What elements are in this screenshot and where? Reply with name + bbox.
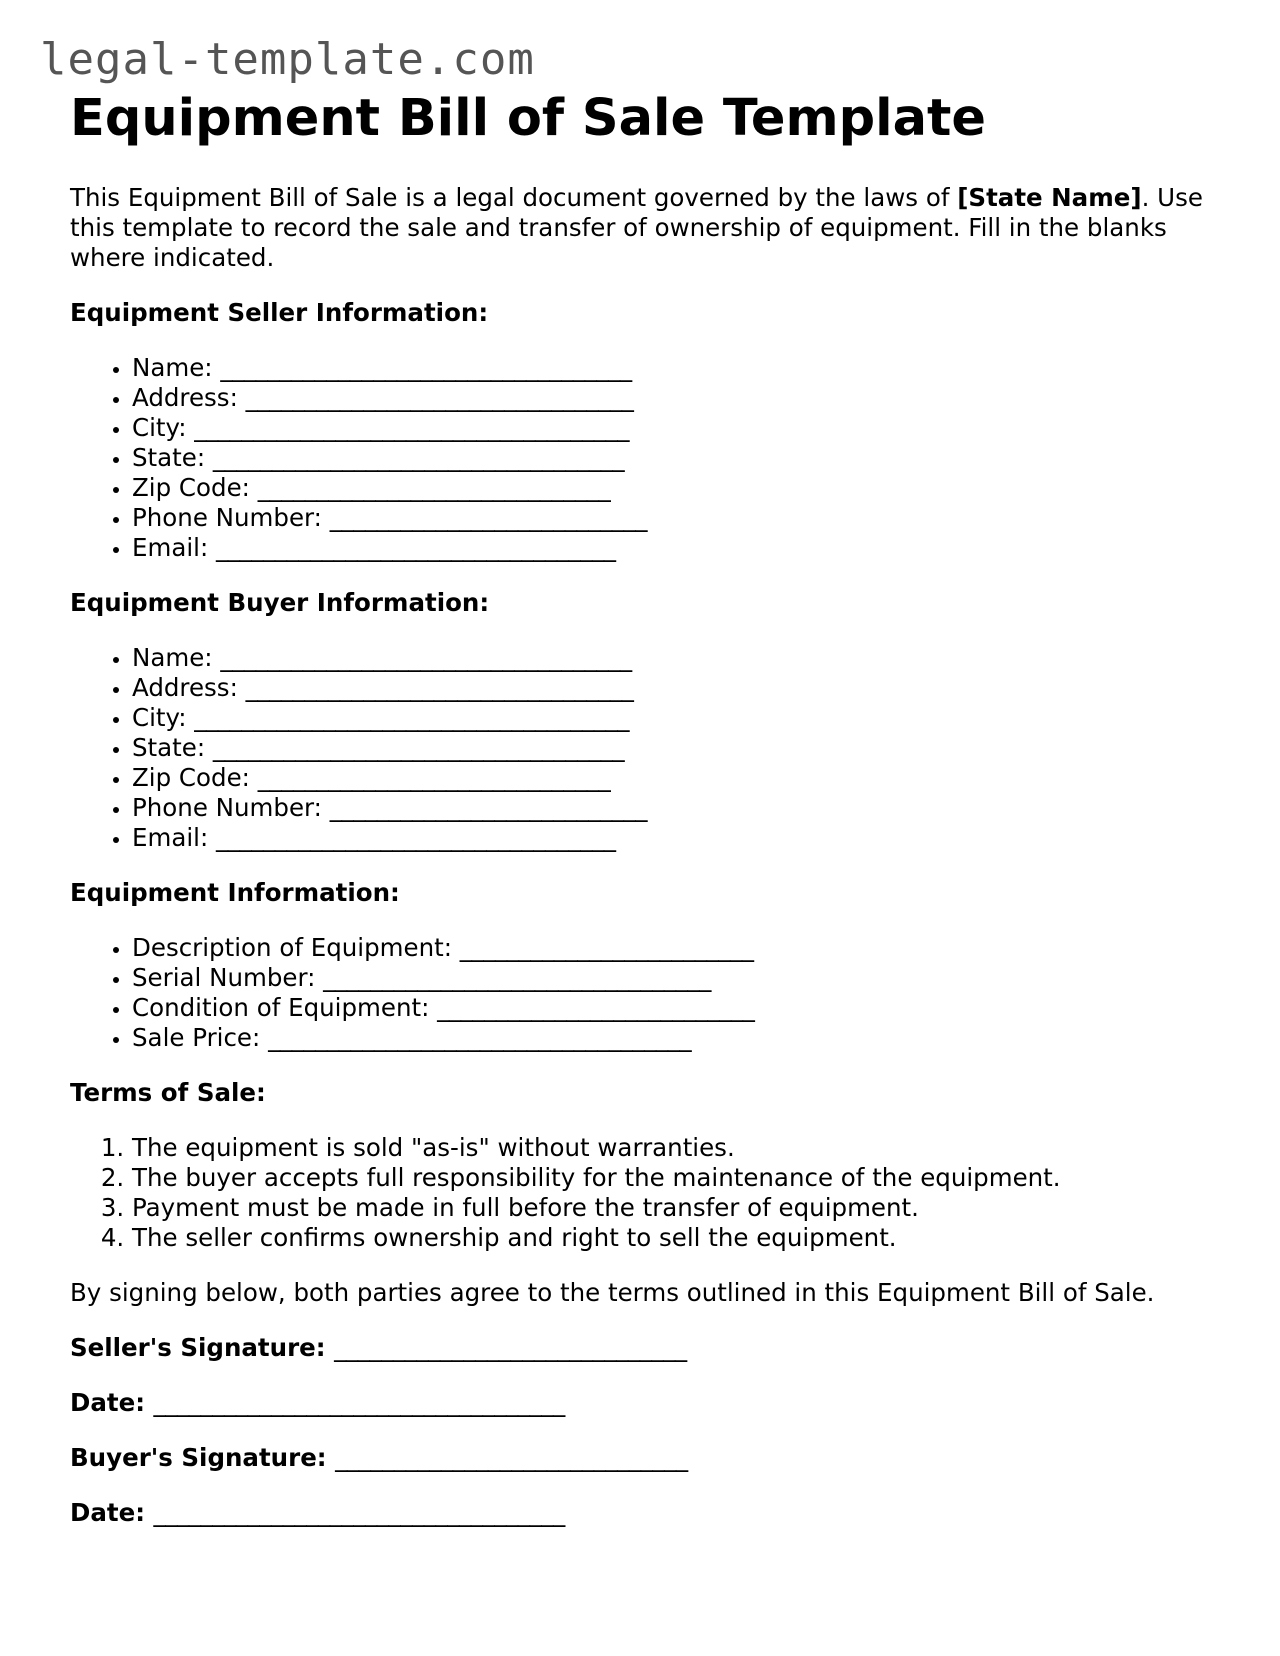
- intro-text-before: This Equipment Bill of Sale is a legal document governed by the laws of: [70, 183, 958, 212]
- date-blank[interactable]: ___________________________________: [153, 1388, 565, 1417]
- document-body: [70, 183, 1220, 1553]
- watermark-logo: legal-template.com: [40, 34, 535, 85]
- field-label: Sale Price:: [132, 1023, 261, 1052]
- fill-blank[interactable]: ___________________________________: [220, 643, 632, 672]
- date-label: Date:: [70, 1498, 145, 1527]
- buyer-name-field: [132, 643, 1220, 673]
- signature-label: Seller's Signature:: [70, 1333, 326, 1362]
- field-label: Description of Equipment:: [132, 933, 452, 962]
- buyer-city-field: [132, 703, 1220, 733]
- buyer-zip-field: [132, 763, 1220, 793]
- fill-blank[interactable]: _________________________________: [245, 673, 634, 702]
- equipment-condition-field: [132, 993, 1220, 1023]
- field-label: Email:: [132, 533, 209, 562]
- equipment-serial-field: [132, 963, 1220, 993]
- field-label: Phone Number:: [132, 793, 322, 822]
- fill-blank[interactable]: _________________________________: [245, 383, 634, 412]
- buyer-section-heading: Equipment Buyer Information:: [70, 588, 490, 617]
- fill-blank[interactable]: _________________________________: [323, 963, 711, 992]
- field-label: Name:: [132, 353, 213, 382]
- seller-name-field: [132, 353, 1220, 383]
- fill-blank[interactable]: ___________________________________: [220, 353, 632, 382]
- equipment-section-heading: Equipment Information:: [70, 878, 400, 907]
- date-label: Date:: [70, 1388, 145, 1417]
- equipment-description-field: [132, 933, 1220, 963]
- field-label: State:: [132, 443, 206, 472]
- field-label: Serial Number:: [132, 963, 316, 992]
- seller-section-heading: Equipment Seller Information:: [70, 298, 489, 327]
- terms-section-heading: Terms of Sale:: [70, 1078, 266, 1107]
- signature-label: Buyer's Signature:: [70, 1443, 327, 1472]
- equipment-field-list: [70, 933, 1220, 1053]
- field-label: State:: [132, 733, 206, 762]
- field-label: Zip Code:: [132, 763, 250, 792]
- buyer-state-field: [132, 733, 1220, 763]
- intro-paragraph: [70, 183, 1220, 273]
- seller-city-field: [132, 413, 1220, 443]
- fill-blank[interactable]: __________________________________: [216, 533, 616, 562]
- fill-blank[interactable]: ___________________________________: [212, 733, 625, 762]
- field-label: Address:: [132, 673, 238, 702]
- signature-blank[interactable]: ______________________________: [335, 1443, 688, 1472]
- term-item: 2. The buyer accepts full responsibility for the maintenance of the equipment.: [132, 1163, 1220, 1193]
- intro-text-after: . Use this template to record the sale and transfer of ownership of equipment. Fill in the blanks where indicated.: [70, 183, 1203, 272]
- field-label: Email:: [132, 823, 209, 852]
- seller-state-field: [132, 443, 1220, 473]
- seller-field-list: [70, 353, 1220, 563]
- seller-email-field: [132, 533, 1220, 563]
- seller-signature-line: [70, 1333, 1220, 1363]
- buyer-address-field: [132, 673, 1220, 703]
- fill-blank[interactable]: ___________________________________: [212, 443, 625, 472]
- fill-blank[interactable]: ___________________________: [329, 503, 647, 532]
- field-label: Condition of Equipment:: [132, 993, 430, 1022]
- seller-address-field: [132, 383, 1220, 413]
- buyer-email-field: [132, 823, 1220, 853]
- buyer-phone-field: [132, 793, 1220, 823]
- buyer-date-line: [70, 1498, 1220, 1528]
- page-title: Equipment Bill of Sale Template: [70, 89, 986, 148]
- state-name-placeholder: [State Name]: [957, 183, 1142, 212]
- equipment-price-field: [132, 1023, 1220, 1053]
- field-label: City:: [132, 413, 187, 442]
- seller-zip-field: [132, 473, 1220, 503]
- term-item: 1. The equipment is sold "as-is" without warranties.: [132, 1133, 1220, 1163]
- fill-blank[interactable]: _________________________: [459, 933, 754, 962]
- term-item: 4. The seller confirms ownership and right to sell the equipment.: [132, 1223, 1220, 1253]
- seller-date-line: [70, 1388, 1220, 1418]
- fill-blank[interactable]: ___________________________: [437, 993, 755, 1022]
- buyer-field-list: [70, 643, 1220, 853]
- seller-phone-field: [132, 503, 1220, 533]
- fill-blank[interactable]: __________________________________: [216, 823, 616, 852]
- term-item: 3. Payment must be made in full before the transfer of equipment.: [132, 1193, 1220, 1223]
- fill-blank[interactable]: ______________________________: [257, 763, 611, 792]
- fill-blank[interactable]: ______________________________: [257, 473, 611, 502]
- date-blank[interactable]: ___________________________________: [153, 1498, 565, 1527]
- field-label: Name:: [132, 643, 213, 672]
- closing-statement: By signing below, both parties agree to the terms outlined in this Equipment Bill of Sale.: [70, 1278, 1155, 1307]
- field-label: City:: [132, 703, 187, 732]
- fill-blank[interactable]: ____________________________________: [268, 1023, 692, 1052]
- signature-blank[interactable]: ______________________________: [334, 1333, 687, 1362]
- fill-blank[interactable]: _____________________________________: [194, 703, 630, 732]
- buyer-signature-line: [70, 1443, 1220, 1473]
- field-label: Phone Number:: [132, 503, 322, 532]
- field-label: Address:: [132, 383, 238, 412]
- fill-blank[interactable]: ___________________________: [329, 793, 647, 822]
- terms-list: [70, 1133, 1220, 1253]
- fill-blank[interactable]: _____________________________________: [194, 413, 630, 442]
- field-label: Zip Code:: [132, 473, 250, 502]
